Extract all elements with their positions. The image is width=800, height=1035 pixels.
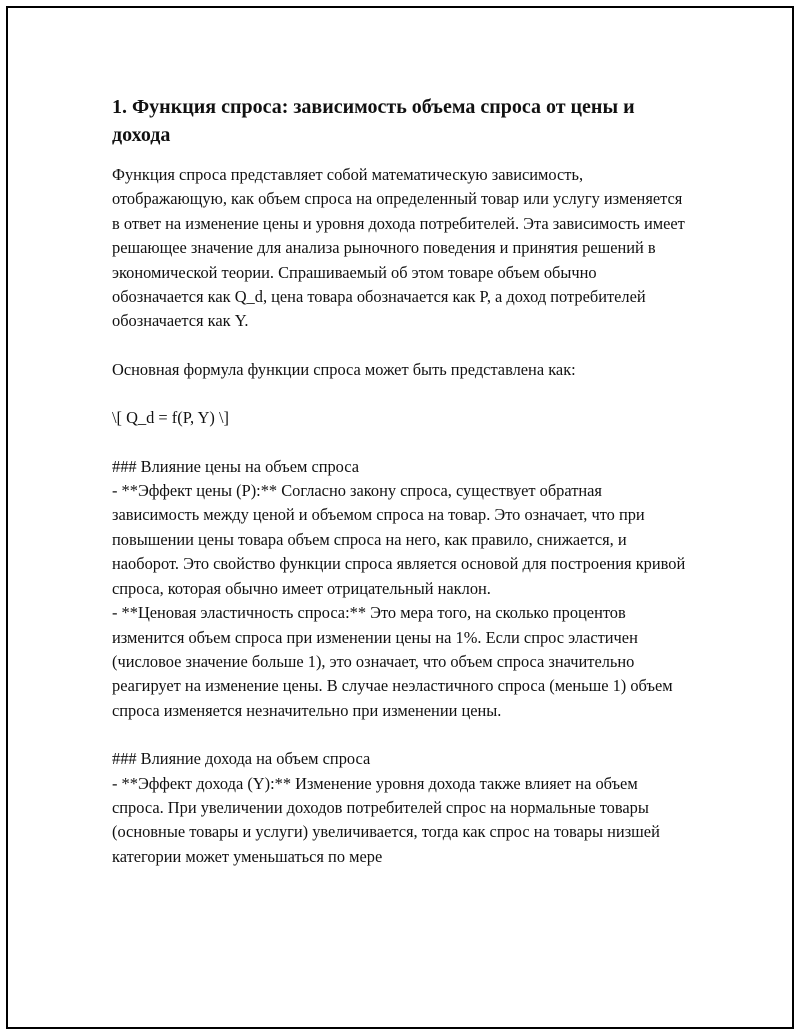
formula: \[ Q_d = f(P, Y) \] bbox=[112, 408, 229, 428]
price-section-title: ### Влияние цены на объем спроса bbox=[112, 456, 360, 476]
document-content bbox=[112, 93, 692, 869]
spacer bbox=[112, 723, 692, 747]
spacer bbox=[112, 431, 692, 455]
intro-paragraph: Функция спроса представляет собой математическую зависимость, отображающую, как объем спроса на определенный товар или услугу изменяется в ответ на изменение цены и уровня дохода потребителей. Эта зависимость имеет решающее значение для анализа рыночного поведения и принятия решений в экономической теории. Спрашиваемый об этом товаре объем обычно обозначается как Q_d, цена товара обозначается как P, а доход потребителей обозначается как Y. bbox=[112, 165, 689, 331]
section-heading: 1. Функция спроса: зависимость объема спроса от цены и дохода bbox=[112, 96, 635, 146]
income-section-title: ### Влияние дохода на объем спроса bbox=[112, 749, 371, 769]
price-effect-item: - **Эффект цены (P):** Согласно закону спроса, существует обратная зависимость между ценой и объемом спроса на товар. Это означает, что при повышении цены товара объем спроса на него, как правило, снижается, и наоборот. Это свойство функции спроса является основой для построения кривой спроса, которая обычно имеет отрицательный наклон. bbox=[112, 481, 690, 598]
spacer bbox=[112, 334, 692, 358]
price-elasticity-item: - **Ценовая эластичность спроса:** Это мера того, на сколько процентов изменится объем спроса при изменении цены на 1%. Если спрос эластичен (числовое значение больше 1), это означает, что объем спроса значительно реагирует на изменение цены. В случае неэластичного спроса (меньше 1) объем спроса изменяется незначительно при изменении цены. bbox=[112, 603, 677, 720]
spacer bbox=[112, 382, 692, 406]
formula-intro: Основная формула функции спроса может быть представлена как: bbox=[112, 359, 576, 379]
income-effect-item: - **Эффект дохода (Y):** Изменение уровня дохода также влияет на объем спроса. При увеличении доходов потребителей спрос на нормальные товары (основные товары и услуги) увеличивается, тогда как спрос на товары низшей категории может уменьшаться по мере bbox=[112, 773, 664, 866]
